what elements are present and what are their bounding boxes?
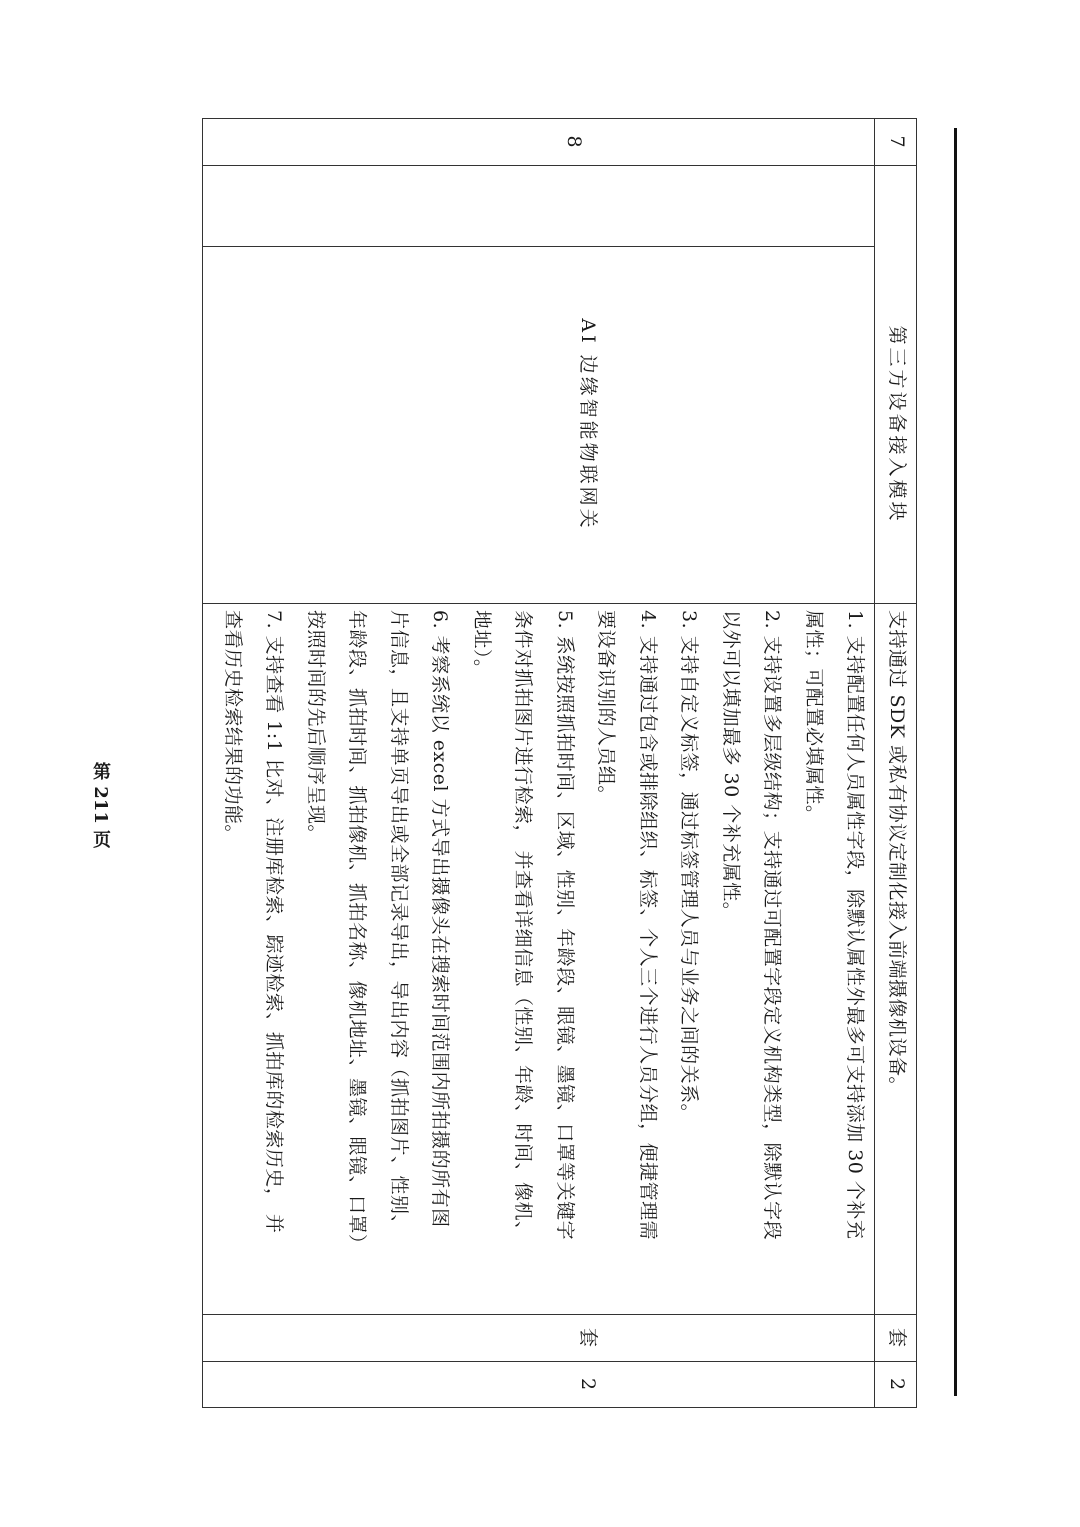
row7-unit: 套 bbox=[885, 1327, 908, 1347]
desc-line: 条件对抓拍图片进行检索， 并查看详细信息（性别、年龄、时间、像机、 bbox=[512, 610, 535, 1241]
desc-line: 查看历史检索结果的功能。 bbox=[222, 610, 244, 845]
row7-name: 第三方设备接入模块 bbox=[885, 325, 908, 524]
desc-line: 地址）。 bbox=[471, 610, 493, 679]
row7-qty: 2 bbox=[885, 1377, 908, 1391]
row8-index: 8 bbox=[563, 135, 585, 148]
row8-qty: 2 bbox=[576, 1377, 599, 1391]
row7-index: 7 bbox=[885, 135, 908, 148]
desc-line: 年龄段、抓拍时间、抓拍像机、抓拍名称、像机地址、墨镜、眼镜、口罩） bbox=[346, 610, 369, 1254]
description-cell bbox=[202, 610, 917, 1310]
desc-line: 2. 支持设置多层级结构；支持通过可配置字段定义机构类型，除默认字段 bbox=[761, 610, 784, 1241]
desc-line: 6. 考察系统以 excel 方式导出摄像头在搜索时间范围内所拍摄的所有图 bbox=[429, 610, 452, 1228]
page-number-label: 第 211 页 bbox=[90, 761, 111, 849]
row8-name: AI 边缘智能物联网关 bbox=[576, 318, 599, 531]
table-col-split-2 bbox=[202, 603, 917, 604]
desc-line: 1. 支持配置任何人员属性字段，除默认属性外最多可支持添加 30 个补充 bbox=[844, 610, 867, 1240]
desc-line: 4. 支持通过包含或排除组织、标签、个人三个进行人员分组，便捷管理需 bbox=[637, 610, 659, 1241]
table-col-split-1 bbox=[202, 165, 917, 166]
requirements-table bbox=[202, 118, 917, 1408]
desc-line: 5. 系统按照抓拍时间、区域、性别、年龄段、眼镜、墨镜、口罩等关键字 bbox=[554, 610, 576, 1241]
table-border-right bbox=[202, 1407, 917, 1408]
desc-line: 支持通过 SDK 或私有协议定制化接入前端摄像机设备。 bbox=[886, 610, 908, 1097]
desc-line: 要设备识别的人员组。 bbox=[595, 610, 618, 806]
desc-line: 7. 支持查看 1:1 比对、注册库检索、踪迹检索、抓拍库的检索历史， 并 bbox=[263, 610, 286, 1234]
page-number bbox=[80, 760, 120, 850]
desc-line: 按照时间的先后顺序呈现。 bbox=[305, 610, 327, 845]
table-col-split-1b bbox=[202, 246, 875, 247]
row8-unit: 套 bbox=[576, 1327, 599, 1347]
desc-line: 3. 支持自定义标签，通过标签管理人员与业务之间的关系。 bbox=[678, 610, 701, 1124]
page-edge-rule bbox=[954, 128, 957, 1396]
desc-line: 片信息，且支持单页导出或全部记录导出，导出内容（抓拍图片、性别、 bbox=[388, 610, 410, 1235]
desc-line: 以外可以填加最多 30 个补充属性。 bbox=[720, 610, 742, 922]
desc-line: 属性；可配置必填属性。 bbox=[803, 610, 825, 825]
